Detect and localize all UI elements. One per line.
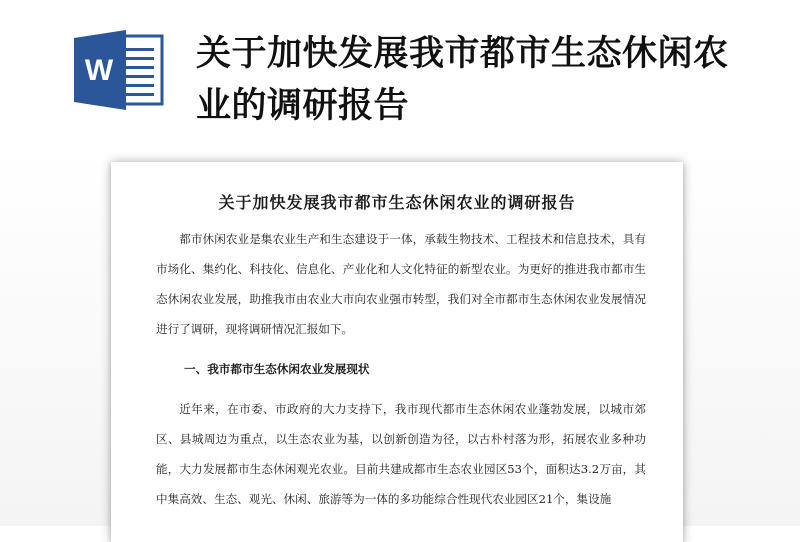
document-page — [111, 162, 683, 542]
paragraph-intro: 都市休闲农业是集农业生产和生态建设于一体，承载生物技术、工程技术和信息技术，具有市场化、集约化、科技化、信息化、产业化和人文化特征的新型农业。为更好的推进我市都市生态休闲农业发展，助推我市由农业大市向农业强市转型，我们对全市都市生态休闲农业发展情况进行了调研，现将调研情况汇报如下。 — [156, 232, 646, 336]
word-document-icon — [74, 30, 168, 110]
paragraph-status: 近年来，在市委、市政府的大力支持下，我市现代都市生态休闲农业蓬勃发展，以城市郊区、县城周边为重点，以生态农业为基，以创新创造为径，以古朴村落为形，拓展农业多种功能，大力发展都市生态休闲观光农业。目前共建成都市生态农业园区53个，面积达3.2万亩，其中集高效、生态、观光、休闲、旅游等为一体的多功能综合性现代农业园区21个，集设施 — [156, 402, 646, 506]
header-banner — [0, 0, 800, 150]
word-icon-letter: W — [84, 54, 114, 87]
page-title: 关于加快发展我市都市生态休闲农业的调研报告 — [196, 34, 729, 126]
section-heading: 一、我市都市生态休闲农业发展现状 — [184, 362, 370, 376]
document-title: 关于加快发展我市都市生态休闲农业的调研报告 — [218, 193, 576, 212]
